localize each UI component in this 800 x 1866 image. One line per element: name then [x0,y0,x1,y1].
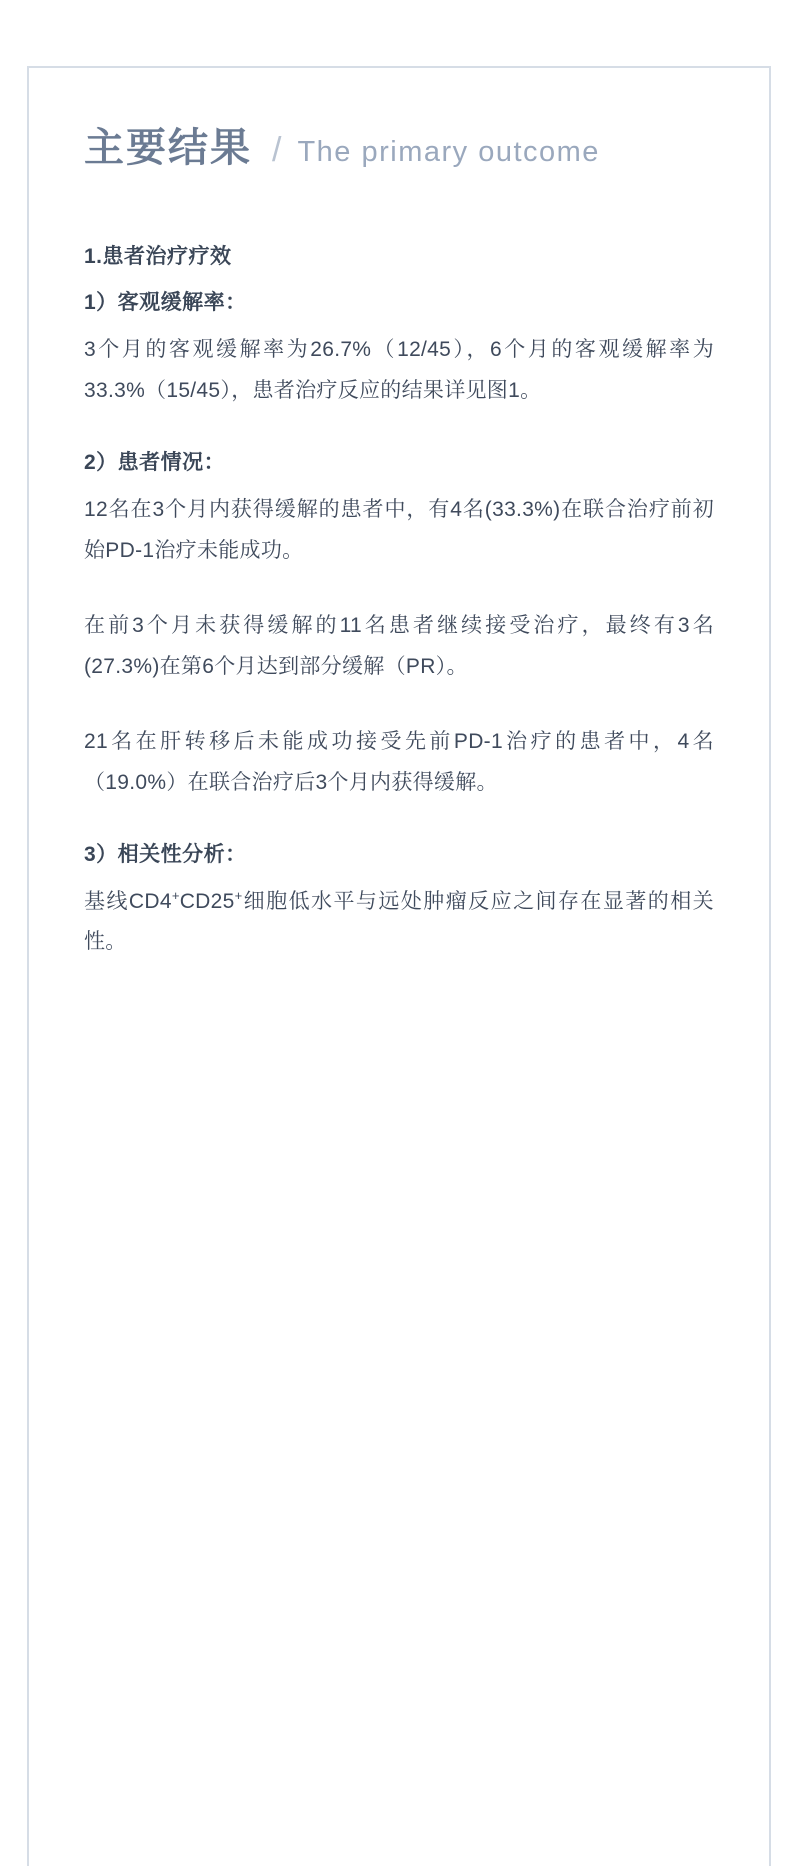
card-inner [29,68,769,963]
page-title [84,128,714,170]
section-heading: 1.患者治疗疗效 [84,245,232,268]
item-label-correlation-analysis: 3）相关性分析： [84,842,247,866]
title-separator: / [272,131,282,169]
item-label-objective-response-rate: 1）客观缓解率： [84,291,247,314]
content-card [27,66,771,1866]
paragraph-orr: 3个月的客观缓解率为26.7%（12/45），6个月的客观缓解率为33.3%（15/45），患者治疗反应的结果详见图1。 [84,338,714,402]
title-english: The primary outcome [297,136,600,168]
item-label-patient-status: 2）患者情况： [84,450,226,474]
paragraph-patient-status-3: 21名在肝转移后未能成功接受先前PD-1治疗的患者中，4名（19.0%）在联合治疗后3个月内获得缓解。 [84,729,714,794]
paragraph-patient-status-2: 在前3个月未获得缓解的11名患者继续接受治疗，最终有3名(27.3%)在第6个月达到部分缓解（PR）。 [84,613,714,678]
section-patient-efficacy [84,240,714,963]
title-chinese: 主要结果 [84,126,252,170]
paragraph-correlation: 基线CD4+CD25+细胞低水平与远处肿瘤反应之间存在显著的相关性。 [84,887,714,954]
paragraph-patient-status-1: 12名在3个月内获得缓解的患者中，有4名(33.3%)在联合治疗前初始PD-1治疗未能成功。 [84,497,714,562]
